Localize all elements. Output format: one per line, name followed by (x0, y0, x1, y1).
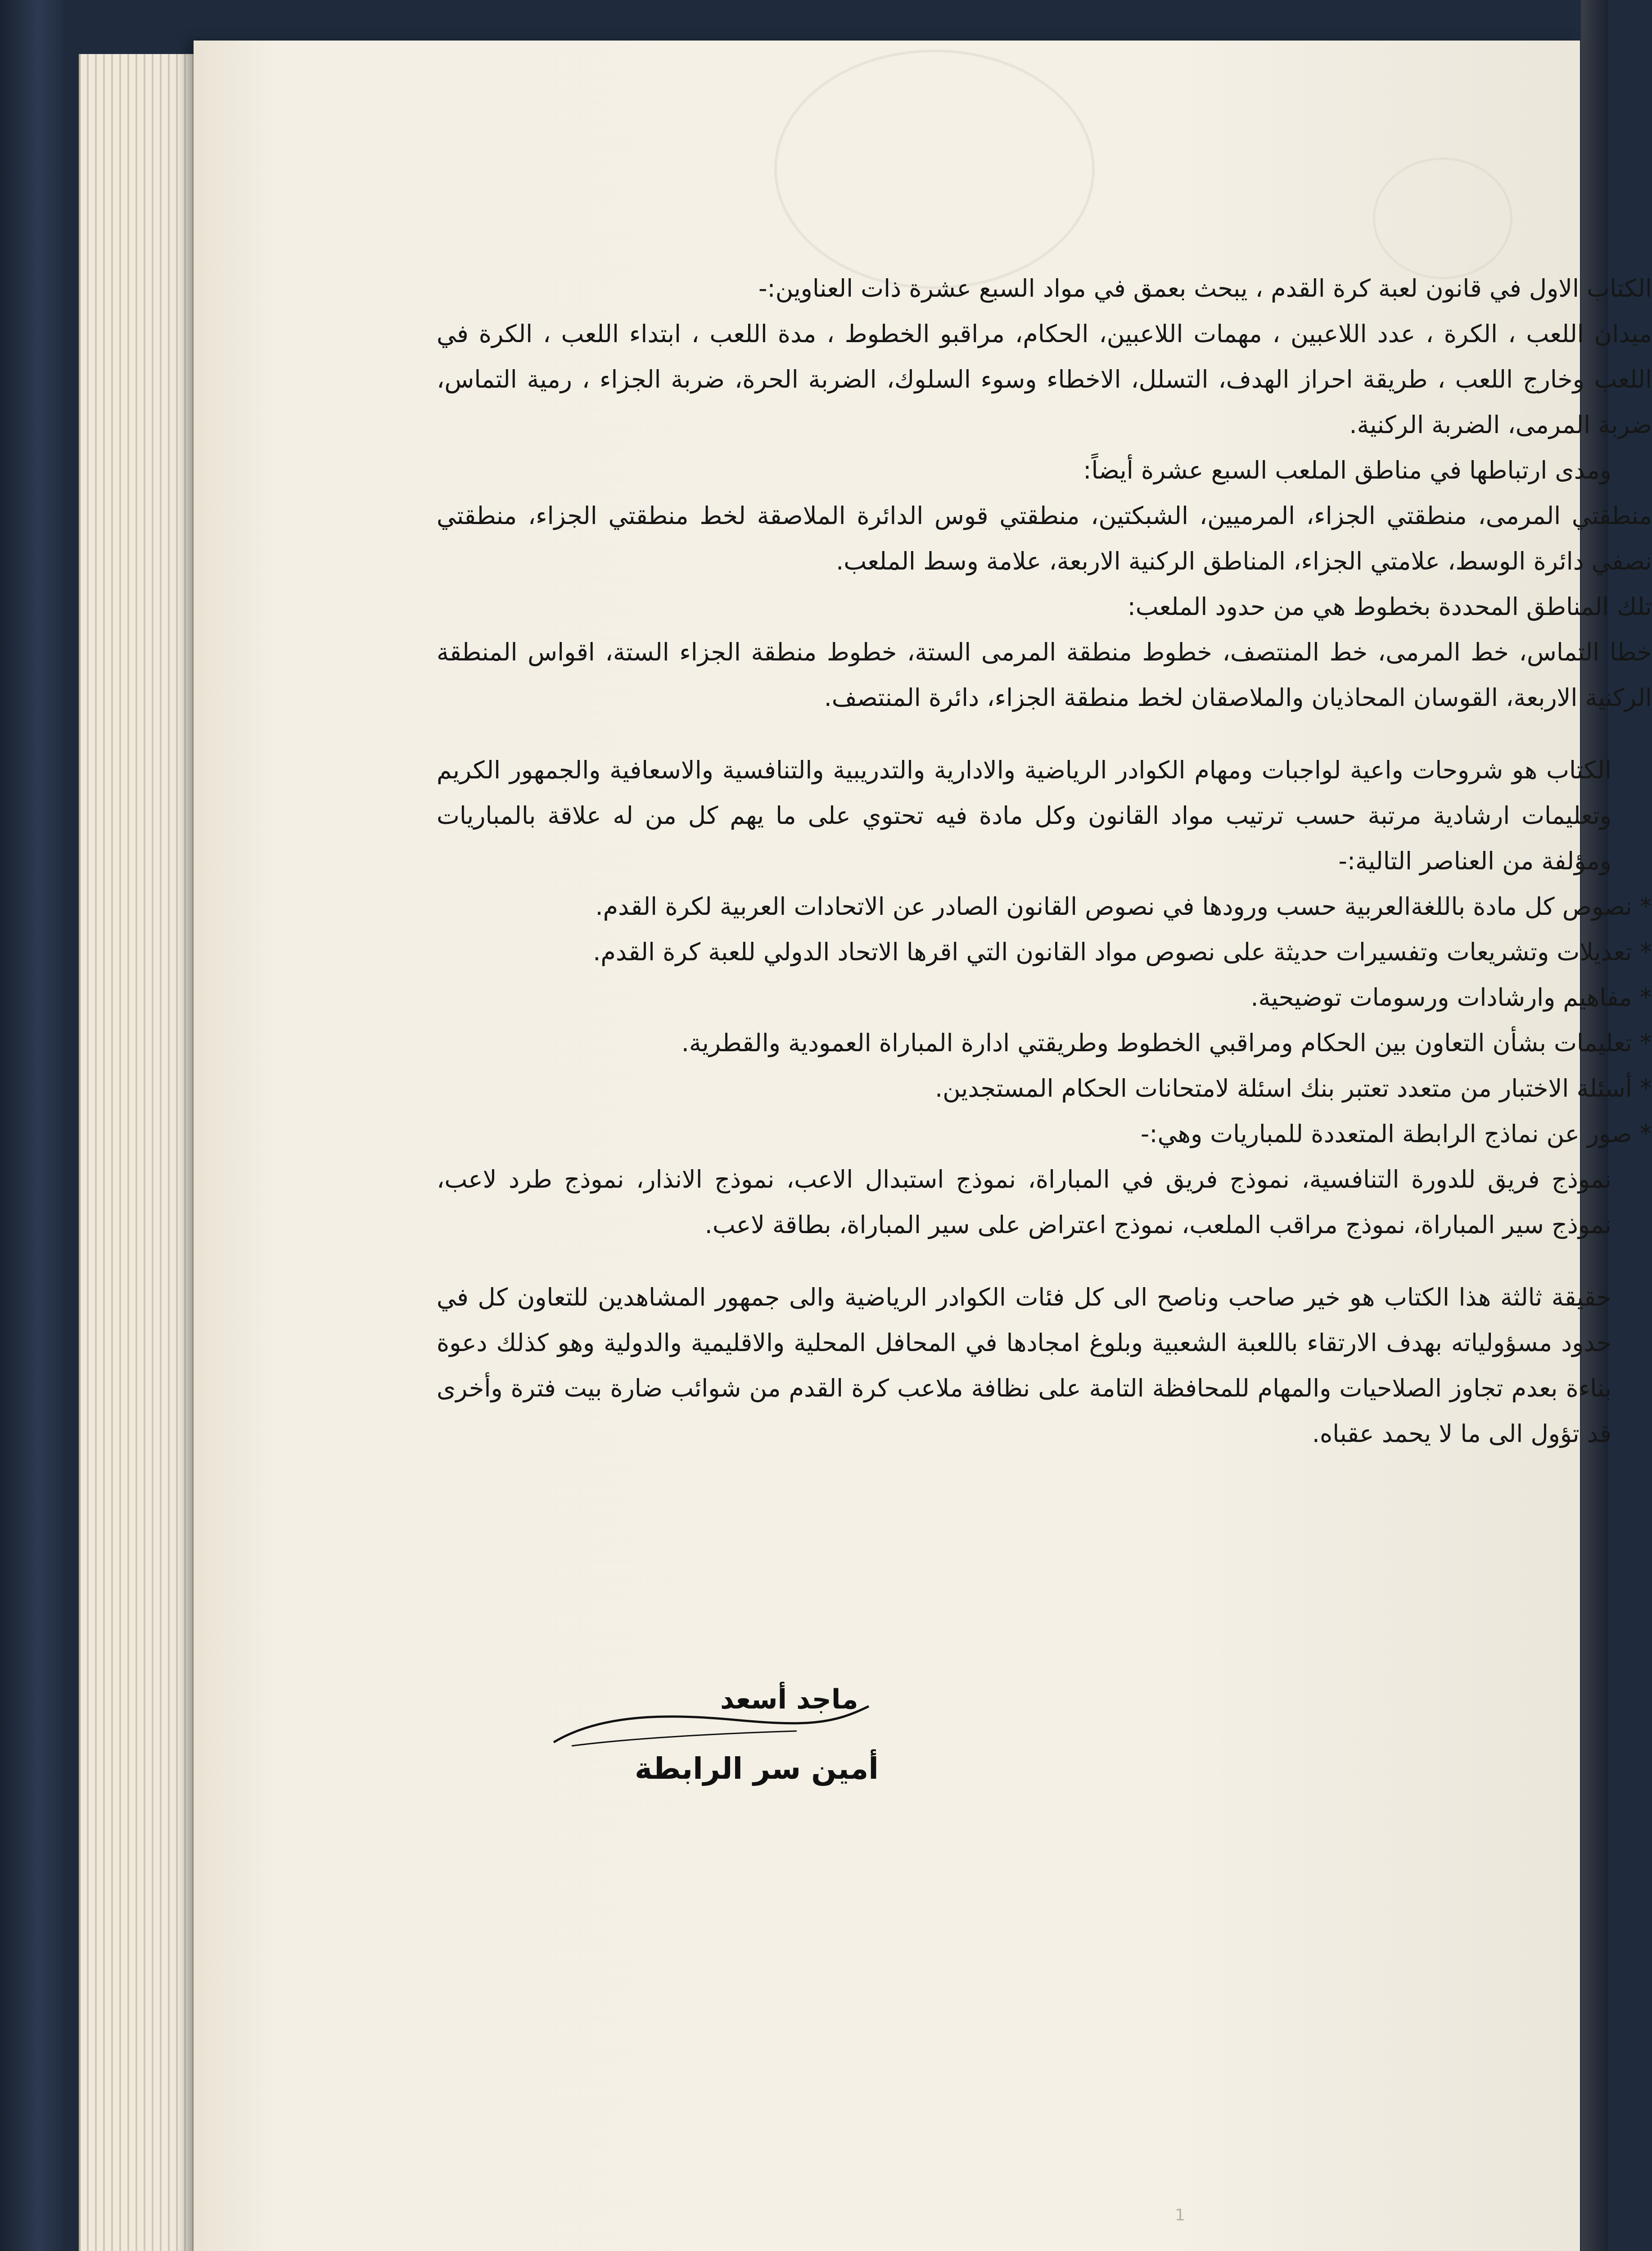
paragraph: نموذج فريق للدورة التنافسية، نموذج فريق في المباراة، نموذج استبدال الاعب، نموذج الانذار، نموذج طرد لاعب، نموذج سير المباراة، نموذج مراقب الملعب، نموذج اعتراض على سير المباراة، بطاقة لاعب. (437, 1165, 1611, 1239)
paragraph: ميدان اللعب ، الكرة ، عدد اللاعبين ، مهمات اللاعبين، الحكام، مراقبو الخطوط ، مدة اللعب ، ابتداء اللعب ، الكرة في اللعب وخارج اللعب ، طريقة احراز الهدف، التسلل، الاخطاء وسوء السلوك، الضربة الحرة، ضربة الجزاء ، رمية التماس، ضربة المرمى، الضربة الركنية. (437, 320, 1652, 439)
document-body (437, 266, 1652, 1456)
spacer (437, 720, 1652, 747)
paragraph: منطقتي المرمى، منطقتي الجزاء، المرميين، الشبكتين، منطقتي قوس الدائرة الملاصقة لخط منطقتي الجزاء، منطقتي نصفي دائرة الوسط، علامتي الجزاء، المناطق الركنية الاربعة، علامة وسط الملعب. (437, 502, 1652, 575)
bullet-item: * صور عن نماذج الرابطة المتعددة للمباريات وهي:- (1140, 1120, 1652, 1148)
paragraph: حقيقة ثالثة هذا الكتاب هو خير صاحب وناصح الى كل فئات الكوادر الرياضية والى جمهور المشاهدين للتعاون كل في حدود مسؤولياته بهدف الارتقاء باللعبة الشعبية وبلوغ امجادها في المحافل المحلية والاقليمية والدولية وهو كذلك دعوة بناءة بعدم تجاوز الصلاحيات والمهام للمحافظة التامة على نظافة ملاعب كرة القدم من شوائب ضارة بيت فترة وأخرى قد تؤول الى ما لا يحمد عقباه. (437, 1283, 1611, 1448)
signatory-name: ماجد أسعد (720, 1684, 858, 1715)
bullet-item: * نصوص كل مادة باللغةالعربية حسب ورودها في نصوص القانون الصادر عن الاتحادات العربية لكرة القدم. (595, 892, 1652, 921)
show-through-seal (774, 50, 1095, 289)
signatory-title: أمين سر الرابطة (635, 1751, 879, 1786)
book-cover-left (0, 0, 63, 2251)
show-through-emblem (1373, 158, 1512, 279)
document-page (194, 41, 1652, 2251)
bullet-item: * تعليمات بشأن التعاون بين الحكام ومراقبي الخطوط وطريقتي ادارة المباراة العمودية والقطرية. (681, 1029, 1652, 1057)
spacer (437, 1248, 1652, 1275)
paragraph: خطا التماس، خط المرمى، خط المنتصف، خطوط منطقة المرمى الستة، خطوط منطقة الجزاء الستة، اقواس المنطقة الركنية الاربعة، القوسان المحاذيان والملاصقان لخط منطقة الجزاء، دائرة المنتصف. (437, 638, 1652, 712)
bullet-item: * مفاهيم وارشادات ورسومات توضيحية. (1250, 983, 1652, 1012)
bullet-item: * تعديلات وتشريعات وتفسيرات حديثة على نصوص مواد القانون التي اقرها الاتحاد الدولي للعبة كرة القدم. (593, 938, 1652, 966)
page-number: 1 (1175, 2206, 1185, 2224)
paragraph: الكتاب الاول في قانون لعبة كرة القدم ، يبحث بعمق في مواد السبع عشرة ذات العناوين:- (758, 274, 1652, 303)
signature-block (545, 1679, 887, 1814)
paragraph: الكتاب هو شروحات واعية لواجبات ومهام الكوادر الرياضية والادارية والتدريبية والتنافسية والاسعافية والجمهور الكريم وتعليمات ارشادية مرتبة حسب ترتيب مواد القانون وكل مادة فيه تحتوي على ما يهم كل من له علاقة بالمباريات ومؤلفة من العناصر التالية:- (437, 756, 1611, 875)
paragraph: تلك المناطق المحددة بخطوط هي من حدود الملعب: (1127, 592, 1652, 621)
paragraph: ومدى ارتباطها في مناطق الملعب السبع عشرة أيضاً: (1083, 456, 1611, 484)
bullet-item: * أسئلة الاختبار من متعدد تعتبر بنك اسئلة لامتحانات الحكام المستجدين. (935, 1074, 1652, 1103)
